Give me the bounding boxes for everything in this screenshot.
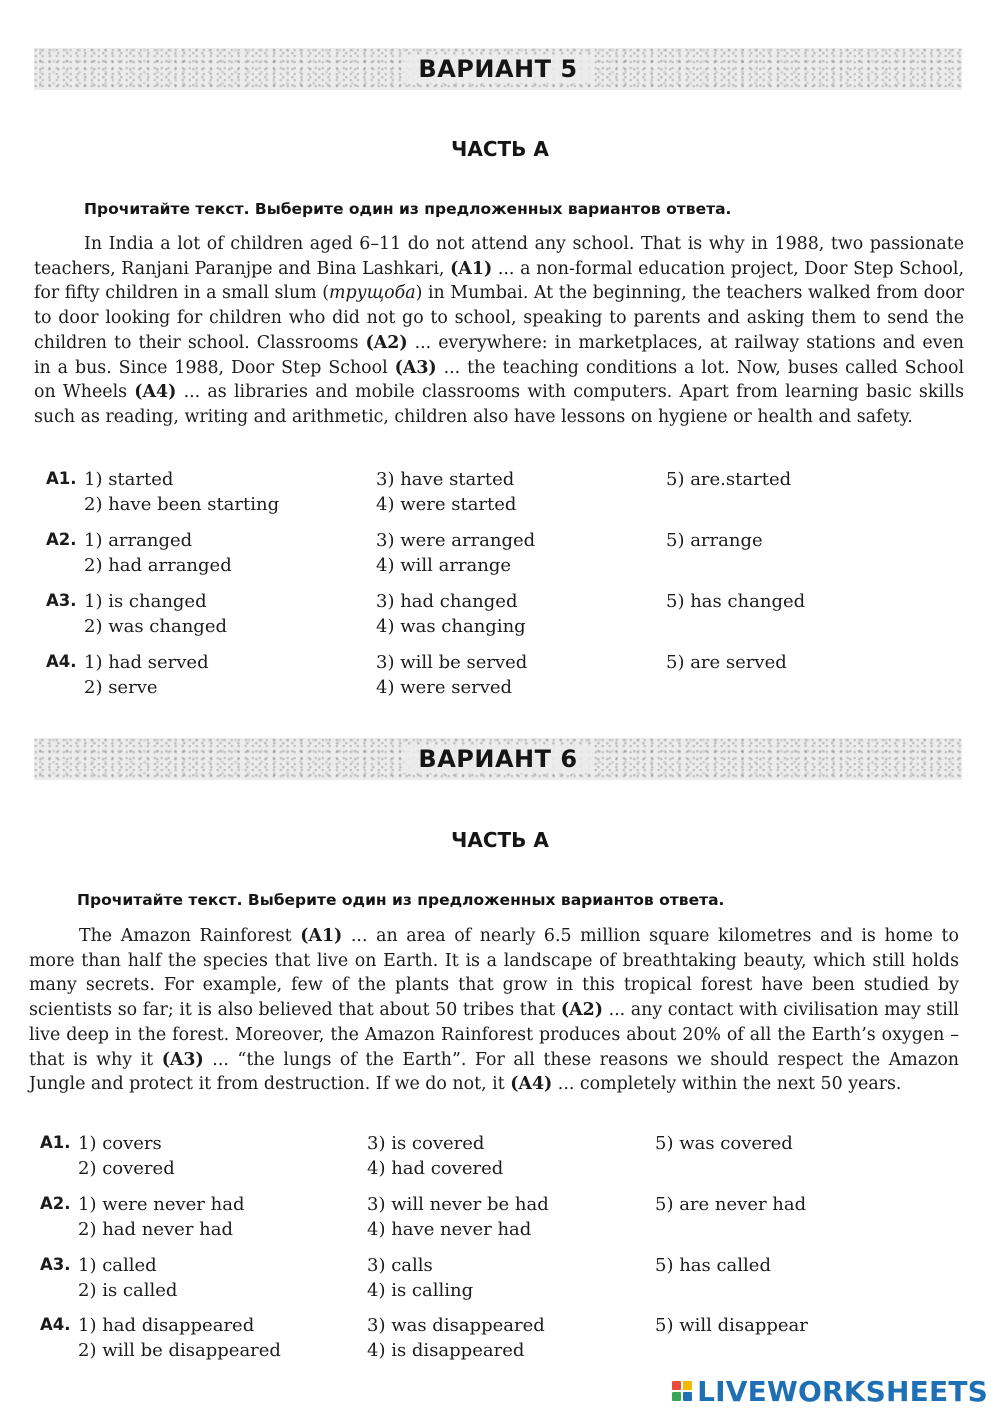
answer-option[interactable]: 3) was disappeared bbox=[367, 1315, 545, 1336]
answer-option[interactable]: 2) was changed bbox=[84, 616, 227, 637]
variant-6-passage: The Amazon Rainforest (A1) ... an area of nearly 6.5 million square kilometres and is home to more than half the species that live on Earth. It is a landscape of breathtaking beauty, which still holds many secrets. For example, few of the plants that grow in this tropical forest have been studied by scientists so far; it is also believed that about 50 tribes that (A2) ... any contact with civilisation may still live deep in the forest. Moreover, the Amazon Rainforest produces about 20% of all the Earth’s oxygen – that is why it (A3) ... “the lungs of the Earth”. For all these reasons we should respect the Amazon Jungle and protect it from destruction. If we do not, it (A4) ... completely within the next 50 years. bbox=[29, 926, 959, 1095]
logo-square-icon bbox=[672, 1381, 681, 1390]
answer-option[interactable]: 1) had disappeared bbox=[78, 1315, 255, 1336]
gap-a2: (A2) bbox=[365, 332, 408, 353]
answer-option[interactable]: 2) serve bbox=[84, 677, 158, 698]
question-label: A4. bbox=[40, 1315, 71, 1334]
question-label: A4. bbox=[46, 652, 77, 671]
question-row bbox=[40, 1133, 980, 1185]
question-row bbox=[40, 1255, 980, 1307]
question-label: A2. bbox=[46, 530, 77, 549]
variant-5-part-heading: ЧАСТЬ А bbox=[451, 137, 549, 161]
answer-option[interactable]: 3) will be served bbox=[376, 652, 528, 673]
variant-6-banner bbox=[34, 738, 962, 780]
answer-option[interactable]: 2) had never had bbox=[78, 1219, 234, 1240]
variant-5-title: ВАРИАНТ 5 bbox=[404, 55, 591, 83]
answer-option[interactable]: 1) covers bbox=[78, 1133, 162, 1154]
answer-option[interactable]: 1) called bbox=[78, 1255, 157, 1276]
question-label: A1. bbox=[40, 1133, 71, 1152]
answer-option[interactable]: 4) were started bbox=[376, 494, 517, 515]
answer-option[interactable]: 5) will disappear bbox=[655, 1315, 808, 1336]
answer-option[interactable]: 4) were served bbox=[376, 677, 513, 698]
answer-option[interactable]: 5) has changed bbox=[666, 591, 806, 612]
gap-a4: (A4) bbox=[510, 1074, 553, 1095]
logo-square-icon bbox=[683, 1381, 692, 1390]
answer-option[interactable]: 1) were never had bbox=[78, 1194, 245, 1215]
gap-a1: (A1) bbox=[450, 258, 493, 279]
gap-a2: (A2) bbox=[560, 1000, 603, 1021]
logo-text: LIVEWORKSHEETS bbox=[697, 1374, 988, 1408]
question-label: A3. bbox=[46, 591, 77, 610]
answer-option[interactable]: 1) started bbox=[84, 469, 174, 490]
variant-6-instruction: Прочитайте текст. Выберите один из предложенных вариантов ответа. bbox=[77, 891, 725, 909]
variant-6-part-heading: ЧАСТЬ А bbox=[451, 828, 549, 852]
logo-square-icon bbox=[683, 1392, 692, 1401]
answer-option[interactable]: 2) had arranged bbox=[84, 555, 232, 576]
answer-option[interactable]: 4) will arrange bbox=[376, 555, 512, 576]
gap-a3: (A3) bbox=[161, 1049, 204, 1070]
answer-option[interactable]: 2) covered bbox=[78, 1158, 175, 1179]
answer-option[interactable]: 2) have been starting bbox=[84, 494, 280, 515]
question-row bbox=[40, 1315, 980, 1367]
answer-option[interactable]: 3) had changed bbox=[376, 591, 518, 612]
answer-option[interactable]: 3) is covered bbox=[367, 1133, 485, 1154]
answer-option[interactable]: 4) have never had bbox=[367, 1219, 532, 1240]
answer-option[interactable]: 5) was covered bbox=[655, 1133, 793, 1154]
variant-5-banner bbox=[34, 48, 962, 90]
question-row bbox=[40, 1194, 980, 1246]
answer-option[interactable]: 1) is changed bbox=[84, 591, 207, 612]
logo-square-icon bbox=[672, 1392, 681, 1401]
question-row bbox=[46, 652, 986, 704]
answer-option[interactable]: 3) were arranged bbox=[376, 530, 536, 551]
answer-option[interactable]: 1) arranged bbox=[84, 530, 193, 551]
variant-6-title: ВАРИАНТ 6 bbox=[404, 745, 591, 773]
answer-option[interactable]: 5) are served bbox=[666, 652, 787, 673]
answer-option[interactable]: 4) is calling bbox=[367, 1280, 474, 1301]
answer-option[interactable]: 4) is disappeared bbox=[367, 1340, 525, 1361]
question-label: A1. bbox=[46, 469, 77, 488]
answer-option[interactable]: 2) is called bbox=[78, 1280, 178, 1301]
logo-mark-icon bbox=[672, 1381, 692, 1401]
gap-a4: (A4) bbox=[134, 382, 177, 403]
gloss: трущоба bbox=[329, 283, 416, 304]
answer-option[interactable]: 4) was changing bbox=[376, 616, 526, 637]
answer-option[interactable]: 3) calls bbox=[367, 1255, 433, 1276]
answer-option[interactable]: 2) will be disappeared bbox=[78, 1340, 281, 1361]
answer-option[interactable]: 5) arrange bbox=[666, 530, 763, 551]
question-label: A3. bbox=[40, 1255, 71, 1274]
question-row bbox=[46, 591, 986, 643]
variant-5-passage: In India a lot of children aged 6–11 do not attend any school. That is why in 1988, two passionate teachers, Ranjani Paranjpe and Bina Lashkari, (A1) ... a non-formal education project, Door Step School, for fifty children in a small slum (трущоба) in Mumbai. At the beginning, the teachers walked from door to door looking for children who did not go to school, speaking to parents and asking them to send the children to their school. Classrooms (A2) ... everywhere: in marketplaces, at railway stations and even in a bus. Since 1988, Door Step School (A3) ... the teaching conditions a lot. Now, buses called School on Wheels (A4) ... as libraries and mobile classrooms with computers. Apart from learning basic skills such as reading, writing and arithmetic, children also have lessons on hygiene or health and safety. bbox=[34, 234, 965, 427]
question-label: A2. bbox=[40, 1194, 71, 1213]
answer-option[interactable]: 4) had covered bbox=[367, 1158, 504, 1179]
answer-option[interactable]: 5) are.started bbox=[666, 469, 792, 490]
liveworksheets-logo[interactable] bbox=[672, 1376, 988, 1406]
question-row bbox=[46, 469, 986, 521]
question-row bbox=[46, 530, 986, 582]
gap-a3: (A3) bbox=[394, 357, 437, 378]
answer-option[interactable]: 3) have started bbox=[376, 469, 515, 490]
answer-option[interactable]: 5) are never had bbox=[655, 1194, 807, 1215]
gap-a1: (A1) bbox=[300, 926, 343, 946]
answer-option[interactable]: 5) has called bbox=[655, 1255, 771, 1276]
answer-option[interactable]: 1) had served bbox=[84, 652, 209, 673]
answer-option[interactable]: 3) will never be had bbox=[367, 1194, 549, 1215]
variant-5-instruction: Прочитайте текст. Выберите один из предложенных вариантов ответа. bbox=[84, 200, 732, 218]
